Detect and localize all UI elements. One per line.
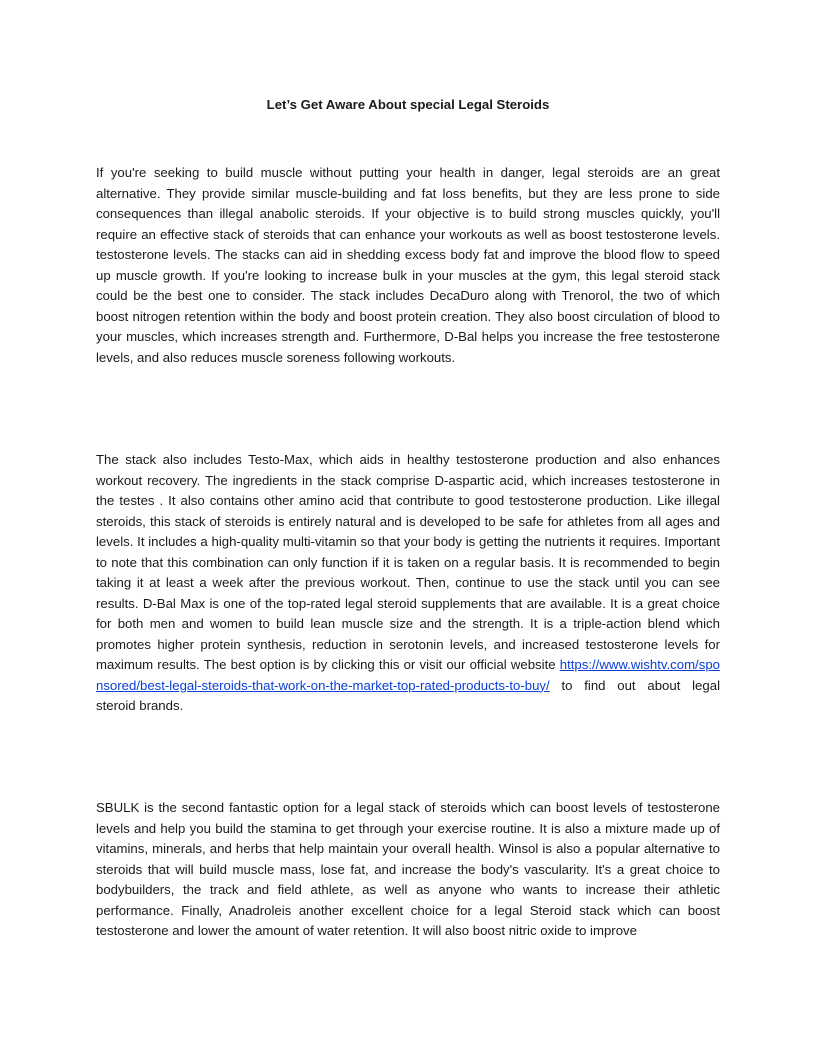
paragraph-2 [96, 450, 720, 717]
paragraph-3: SBULK is the second fantastic option for a legal stack of steroids which can boost levels of testosterone levels and help you build the stamina to get through your exercise routine. It is also a mixture made up of vitamins, minerals, and herbs that help maintain your overall health. Winsol is also a popular alternative to steroids that will build muscle mass, lose fat, and increase the body's vascularity. It's a great choice to bodybuilders, the track and field athlete, as well as anyone who wants to increase their athletic performance. Finally, Anadroleis another excellent choice for a legal Steroid stack which can boost testosterone and lower the amount of water retention. It will also boost nitric oxide to improve [96, 800, 720, 938]
paragraph-1: If you're seeking to build muscle without putting your health in danger, legal steroids are an great alternative. They provide similar muscle-building and fat loss benefits, but they are less prone to side consequences than illegal anabolic steroids. If your objective is to build strong muscles quickly, you'll require an effective stack of steroids that can enhance your workouts as well as boost testosterone levels. testosterone levels. The stacks can aid in shedding excess body fat and improve the blood flow to speed up muscle growth. If you're looking to increase bulk in your muscles at the gym, this legal steroid stack could be the best one to consider. The stack includes DecaDuro along with Trenorol, the two of which boost nitrogen retention within the body and boost protein creation. They also boost circulation of blood to your muscles, which increases strength and. Furthermore, D-Bal helps you increase the free testosterone levels, and also reduces muscle soreness following workouts. [96, 165, 720, 365]
document-title: Let’s Get Aware About special Legal Steroids [266, 97, 550, 112]
paragraph-2-text: The stack also includes Testo-Max, which aids in healthy testosterone production and also enhances workout recovery. The ingredients in the stack comprise D-aspartic acid, which increases testosterone in the testes . It also contains other amino acid that contribute to good testosterone production. Like illegal steroids, this stack of steroids is entirely natural and is developed to be safe for athletes from all ages and levels. It includes a high-quality multi-vitamin so that your body is getting the nutrients it requires. Important to note that this combination can only function if it is taken on a regular basis. It is recommended to begin taking it at least a week after the previous workout. Then, continue to use the stack until you can see results. D-Bal Max is one of the top-rated legal steroid supplements that are available. It is a great choice for both men and women to build lean muscle size and the strength. It is a triple-action blend which promotes higher protein synthesis, reduction in serotonin levels, and increased testosterone levels for maximum results. The best option is by clicking this or visit our official website [96, 452, 720, 672]
website-link[interactable]: https://www.wishtv.com/sponsored/best-legal-steroids-that-work-on-the-market-top-rated-products-to-buy/ [96, 657, 720, 693]
paragraph-2-after-link: to find out about legal steroid brands. [96, 677, 720, 713]
